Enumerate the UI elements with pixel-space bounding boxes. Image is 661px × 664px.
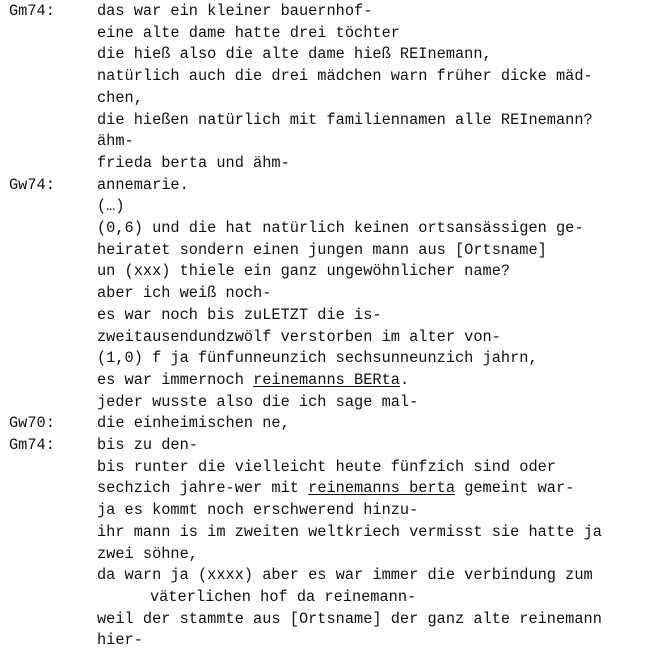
text-segment: ähm- <box>97 132 134 151</box>
text-segment: ihr mann is im zweiten weltkriech vermisst sie hatte ja <box>97 522 602 541</box>
text-segment: weil der stammte aus [Ortsname] der ganz alte reinemann <box>97 609 602 628</box>
utterance-text <box>97 130 134 152</box>
utterance-text <box>97 391 418 413</box>
underlined-segment: reinemanns berta <box>308 479 456 498</box>
speaker-label: Gw74: <box>9 175 55 194</box>
text-segment: da warn ja (xxxx) aber es war immer die verbindung zum <box>97 566 593 585</box>
underlined-segment: reinemanns BERta <box>253 370 400 389</box>
text-segment: aber ich weiß noch- <box>97 284 272 303</box>
utterance-text <box>97 629 143 651</box>
text-segment: frieda berta und ähm- <box>97 153 290 172</box>
utterance-text <box>97 499 418 521</box>
utterance-text <box>97 304 382 326</box>
utterance-text <box>97 43 492 65</box>
utterance-text <box>97 282 271 304</box>
utterance-text <box>97 564 593 586</box>
utterance-text <box>97 152 290 174</box>
text-segment: hier- <box>97 631 143 650</box>
utterance-text <box>97 87 143 109</box>
text-segment: die einheimischen ne, <box>97 414 290 433</box>
text-segment: bis runter die vielleicht heute fünfzich sind oder <box>97 457 556 476</box>
text-segment: die hieß also die alte dame hieß REInemann, <box>97 45 492 64</box>
utterance-text <box>97 195 125 217</box>
text-segment: bis zu den- <box>97 436 198 454</box>
text-segment: zweitausendundzwölf verstorben im alter von- <box>97 327 501 346</box>
text-segment: un (xxx) thiele ein ganz ungewöhnlicher name? <box>97 262 511 281</box>
utterance-text <box>97 521 602 543</box>
utterance-text <box>97 0 372 22</box>
text-segment: (…) <box>97 197 125 216</box>
utterance-text <box>97 65 593 87</box>
text-segment: eine alte dame hatte drei töchter <box>97 23 400 42</box>
utterance-text <box>97 22 400 44</box>
utterance-text <box>97 456 556 478</box>
utterance-text <box>97 260 510 282</box>
utterance-text <box>97 174 189 196</box>
speaker-label: Gm74: <box>9 436 55 454</box>
utterance-text <box>97 347 538 369</box>
text-segment: chen, <box>97 88 143 107</box>
utterance-text <box>97 477 574 499</box>
utterance-text <box>97 412 290 434</box>
utterance-text <box>97 369 409 391</box>
text-segment: (1,0) f ja fünfunneunzich sechsunneunzich jahrn, <box>97 349 538 368</box>
utterance-text <box>97 543 198 565</box>
text-segment: natürlich auch die drei mädchen warn früher dicke mäd- <box>97 67 593 86</box>
text-segment: väterlichen hof da reinemann- <box>150 587 417 606</box>
utterance-text <box>150 586 416 608</box>
text-segment: zwei söhne, <box>97 544 198 563</box>
text-segment: sechzich jahre-wer mit <box>97 479 309 498</box>
text-segment: es war immernoch <box>97 370 254 389</box>
utterance-text <box>97 109 593 131</box>
text-segment: (0,6) und die hat natürlich keinen ortsansässigen ge- <box>97 219 584 237</box>
text-segment: das war ein kleiner bauernhof- <box>97 2 373 20</box>
text-segment: annemarie. <box>97 175 189 194</box>
text-segment: . <box>399 370 410 389</box>
speaker-label: Gm74: <box>9 2 55 20</box>
utterance-text <box>97 217 584 239</box>
utterance-text <box>97 608 602 630</box>
text-segment: heiratet sondern einen jungen mann aus [Ortsname] <box>97 240 547 259</box>
utterance-text <box>97 434 198 456</box>
text-segment: die hießen natürlich mit familiennamen alle REInemann? <box>97 110 593 129</box>
text-segment: es war noch bis zuLETZT die is- <box>97 305 382 324</box>
speaker-label: Gw70: <box>9 414 55 433</box>
text-segment: ja es kommt noch erschwerend hinzu- <box>97 501 419 520</box>
utterance-text <box>97 239 547 261</box>
text-segment: gemeint war- <box>455 479 575 498</box>
text-segment: jeder wusste also die ich sage mal- <box>97 392 419 411</box>
utterance-text <box>97 326 501 348</box>
